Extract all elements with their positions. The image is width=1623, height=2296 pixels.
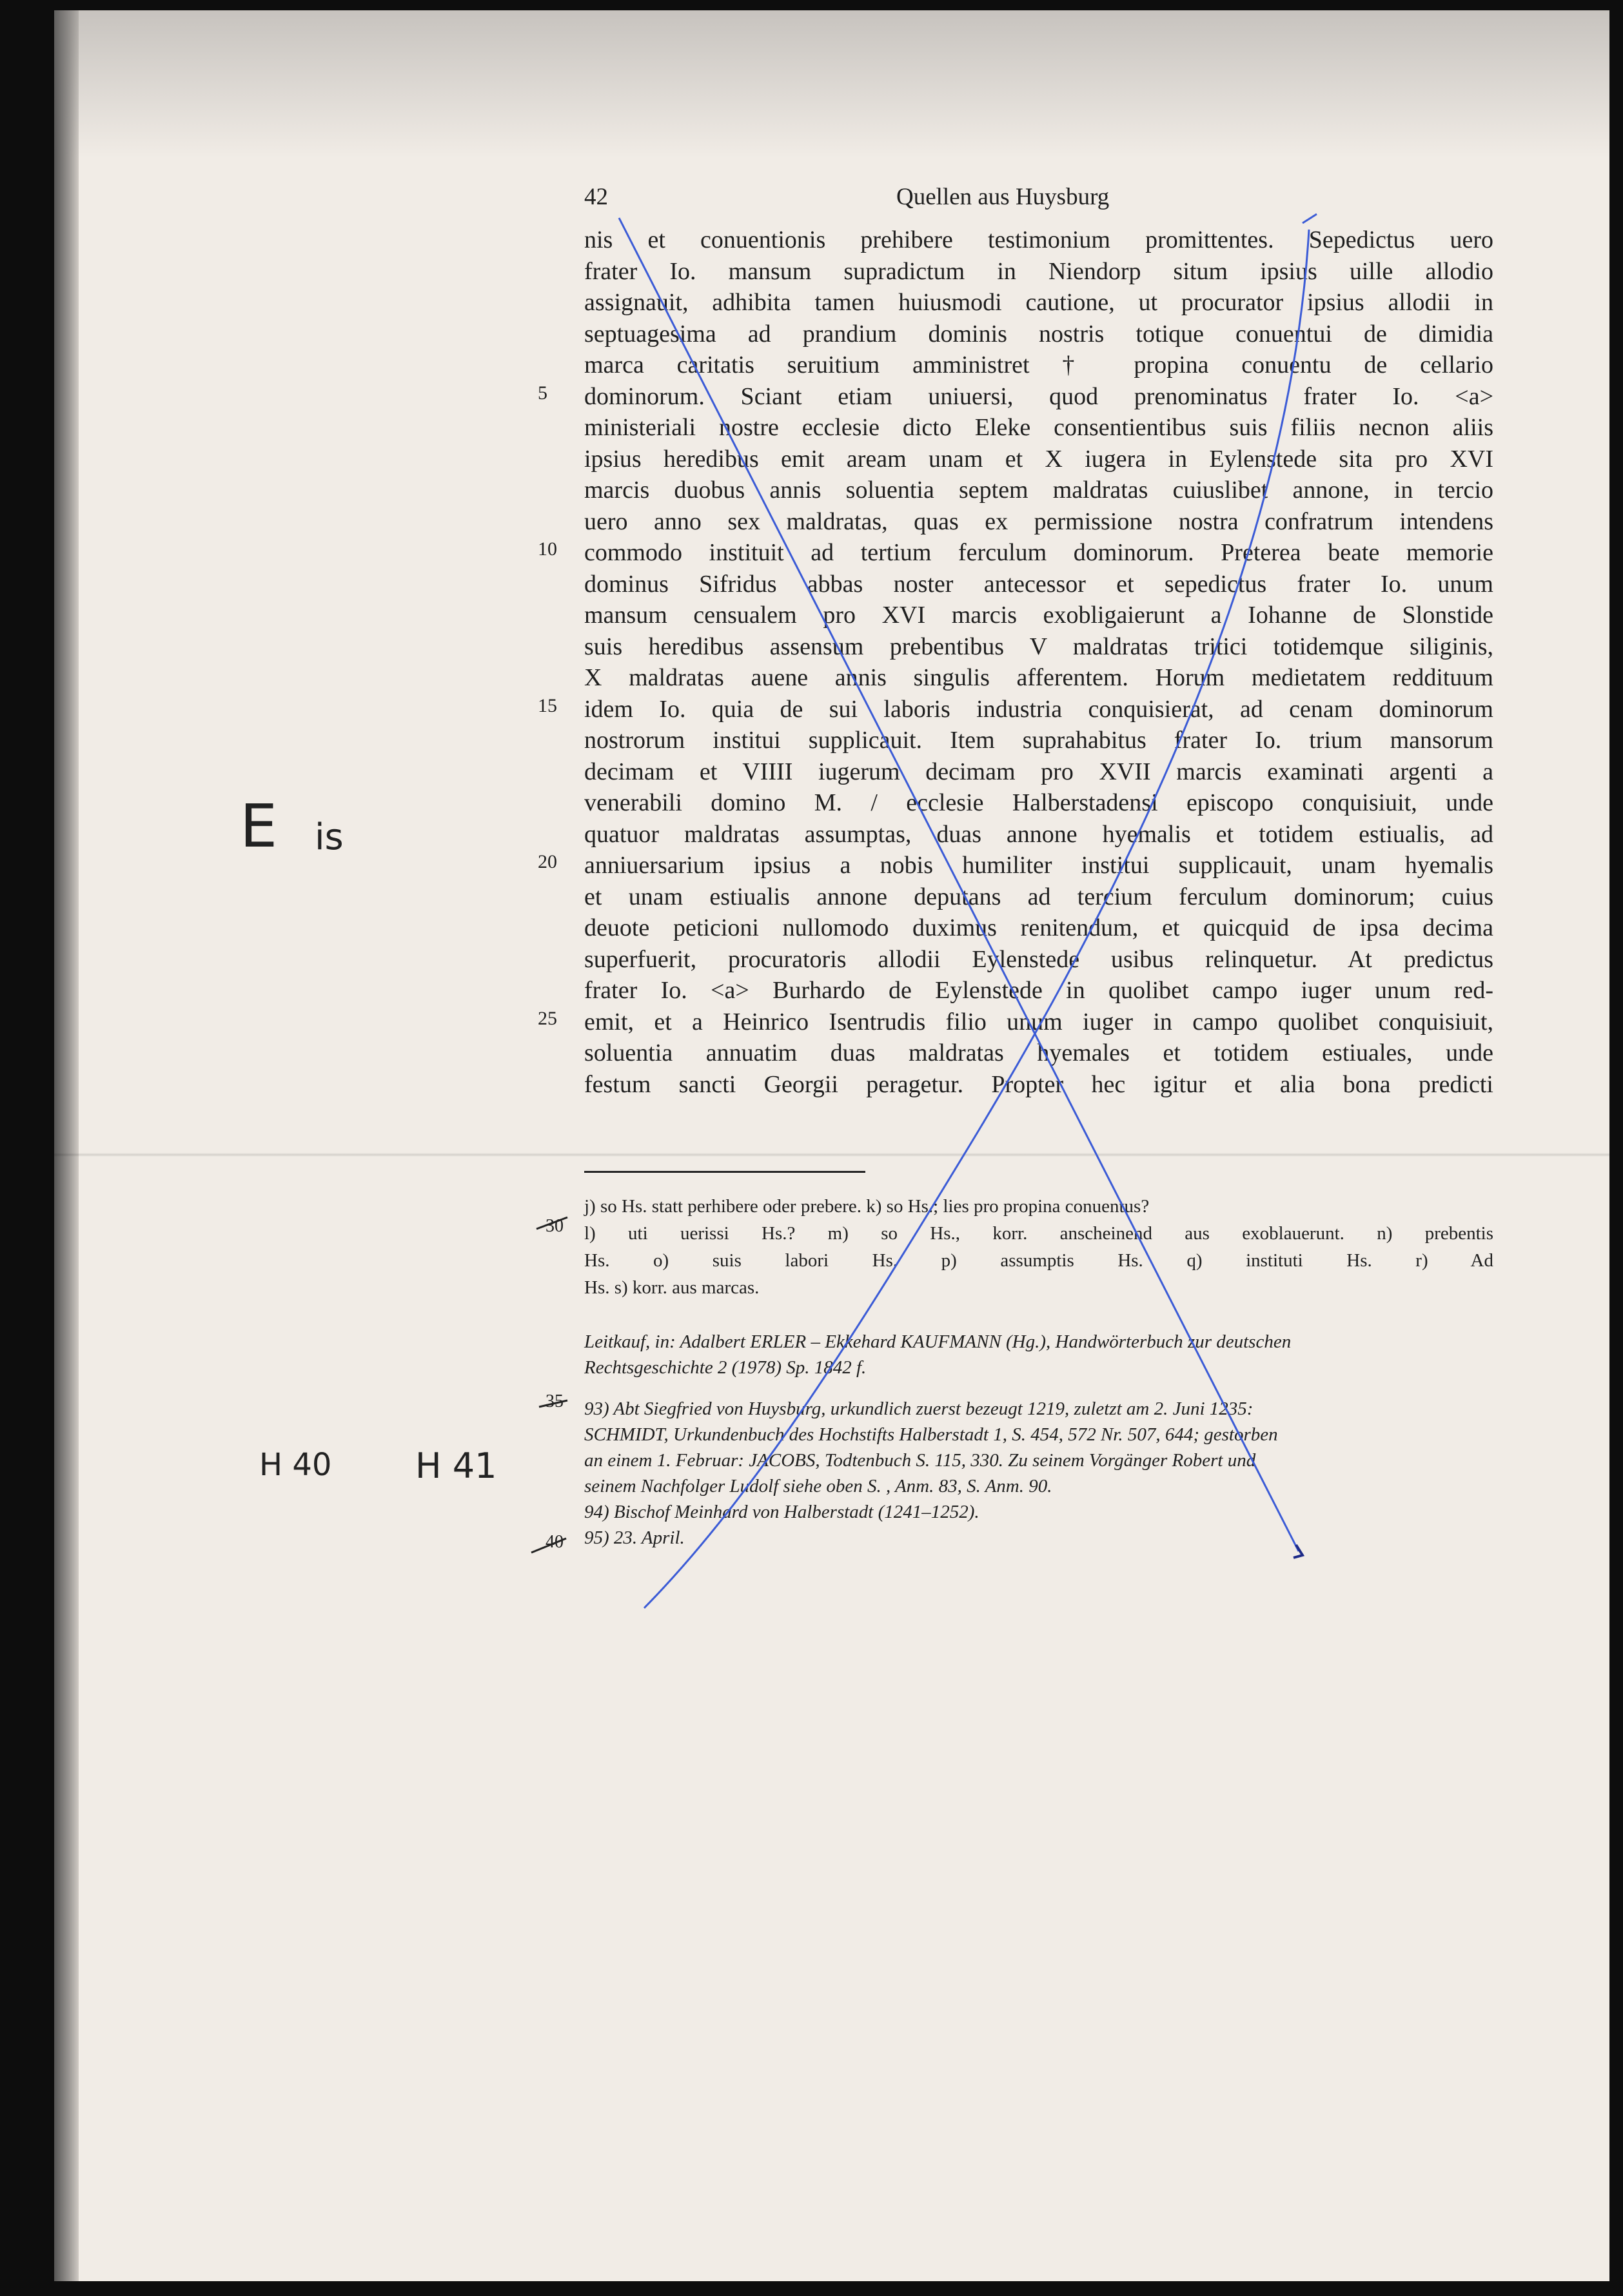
text-line: X maldratas auene annis singulis afferentem. Horum medietatem reddituum xyxy=(584,664,1493,691)
commentary-line: an einem 1. Februar: JACOBS, Todtenbuch S. 115, 330. Zu seinem Vorgänger Robert und xyxy=(584,1450,1256,1471)
text-line: venerabili domino M. / ecclesie Halberstadensi episcopo conquisiuit, unde xyxy=(584,789,1493,816)
apparatus-line: Hs. o) suis labori Hs. p) assumptis Hs. q) instituti Hs. r) Ad xyxy=(584,1250,1493,1271)
page-number: 42 xyxy=(584,184,608,210)
apparatus-line: Hs. s) korr. aus marcas. xyxy=(584,1277,760,1298)
commentary-line: Rechtsgeschichte 2 (1978) Sp. 1842 f. xyxy=(584,1357,867,1378)
handwritten-note: H 40 xyxy=(259,1447,332,1483)
text-line: ipsius heredibus emit aream unam et X iugera in Eylenstede sita pro XVI xyxy=(584,445,1493,473)
text-line: septuagesima ad prandium dominis nostris totique conuentui de dimidia xyxy=(584,320,1493,348)
apparatus-line: l) uti uerissi Hs.? m) so Hs., korr. anscheinend aus exoblauerunt. n) prebentis xyxy=(584,1223,1493,1244)
pen-strike-line xyxy=(619,218,1299,1551)
text-line: emit, et a Heinrico Isentrudis filio unum iuger in campo quolibet conquisiuit, xyxy=(584,1008,1493,1035)
text-line: mansum censualem pro XVI marcis exobligaierunt a Iohanne de Slonstide xyxy=(584,602,1493,629)
commentary-line: SCHMIDT, Urkundenbuch des Hochstifts Halberstadt 1, S. 454, 572 Nr. 507, 644; gestorben xyxy=(584,1424,1278,1445)
text-line: dominorum. Sciant etiam uniuersi, quod prenominatus frater Io. <a> xyxy=(584,382,1493,410)
text-line: idem Io. quia de sui laboris industria conquisierat, ad cenam dominorum xyxy=(584,695,1493,723)
text-line: superfuerit, procuratoris allodii Eylenstede usibus relinquetur. At predictus xyxy=(584,945,1493,973)
line-number: 5 xyxy=(538,382,547,404)
margin-number: 30 xyxy=(546,1216,564,1236)
handwritten-note: E xyxy=(240,792,278,861)
text-line: uero anno sex maldratas, quas ex permissione nostra confratrum intendens xyxy=(584,507,1493,535)
text-line: marcis duobus annis soluentia septem maldratas cuiuslibet annone, in tercio xyxy=(584,476,1493,504)
running-head: Quellen aus Huysburg xyxy=(896,184,1110,210)
text-line: decimam et VIIII iugerum decimam pro XVII marcis examinati argenti a xyxy=(584,758,1493,785)
text-line: ministeriali nostre ecclesie dicto Eleke consentientibus suis filiis necnon aliis xyxy=(584,414,1493,441)
text-line: dominus Sifridus abbas noster antecessor et sepedictus frater Io. unum xyxy=(584,570,1493,598)
handwritten-note: H 41 xyxy=(415,1446,497,1486)
text-line: marca caritatis seruitium amministret † propina conuentu de cellario xyxy=(584,351,1493,378)
text-line: frater Io. mansum supradictum in Niendorp situm ipsius uille allodio xyxy=(584,257,1493,285)
text-line: nis et conuentionis prehibere testimonium promittentes. Sepedictus uero xyxy=(584,226,1493,253)
line-number: 15 xyxy=(538,695,557,716)
commentary-line: 95) 23. April. xyxy=(584,1527,685,1548)
commentary-line: 94) Bischof Meinhard von Halberstadt (1241–1252). xyxy=(584,1502,979,1522)
text-line: soluentia annuatim duas maldratas hyemales et totidem estiuales, unde xyxy=(584,1039,1493,1066)
text-line: suis heredibus assensum prebentibus V maldratas tritici totidemque siliginis, xyxy=(584,633,1493,660)
text-line: commodo instituit ad tertium ferculum dominorum. Preterea beate memorie xyxy=(584,539,1493,566)
apparatus-line: j) so Hs. statt perhibere oder prebere. k) so Hs.; lies pro propina conuentus? xyxy=(584,1196,1150,1217)
line-number: 25 xyxy=(538,1008,557,1029)
text-line: frater Io. <a> Burhardo de Eylenstede in quolibet campo iuger unum red- xyxy=(584,977,1493,1004)
text-line: anniuersarium ipsius a nobis humiliter institui supplicauit, unam hyemalis xyxy=(584,852,1493,879)
text-line: et unam estiualis annone deputans ad tercium ferculum dominorum; cuius xyxy=(584,883,1493,910)
line-number: 20 xyxy=(538,851,557,872)
scanned-page xyxy=(54,10,1609,2281)
line-number: 10 xyxy=(538,538,557,560)
text-line: festum sancti Georgii peragetur. Propter hec igitur et alia bona predicti xyxy=(584,1070,1493,1098)
pen-markings xyxy=(54,10,1609,2281)
text-line: assignauit, adhibita tamen huiusmodi cautione, ut procurator ipsius allodii in xyxy=(584,289,1493,316)
commentary-line: seinem Nachfolger Ludolf siehe oben S. , Anm. 83, S. Anm. 90. xyxy=(584,1476,1052,1496)
text-line: deuote peticioni nullomodo duximus renitendum, et quicquid de ipsa decima xyxy=(584,914,1493,941)
handwritten-note: is xyxy=(315,816,344,858)
margin-number: 40 xyxy=(546,1532,564,1552)
text-line: quatuor maldratas assumptas, duas annone hyemalis et totidem estiualis, ad xyxy=(584,820,1493,848)
commentary-line: Leitkauf, in: Adalbert ERLER – Ekkehard KAUFMANN (Hg.), Handwörterbuch zur deutschen xyxy=(584,1331,1292,1352)
text-line: nostrorum institui supplicauit. Item suprahabitus frater Io. trium mansorum xyxy=(584,727,1493,754)
margin-number: 35 xyxy=(546,1391,564,1411)
commentary-line: 93) Abt Siegfried von Huysburg, urkundlich zuerst bezeugt 1219, zuletzt am 2. Juni 1235: xyxy=(584,1398,1254,1419)
